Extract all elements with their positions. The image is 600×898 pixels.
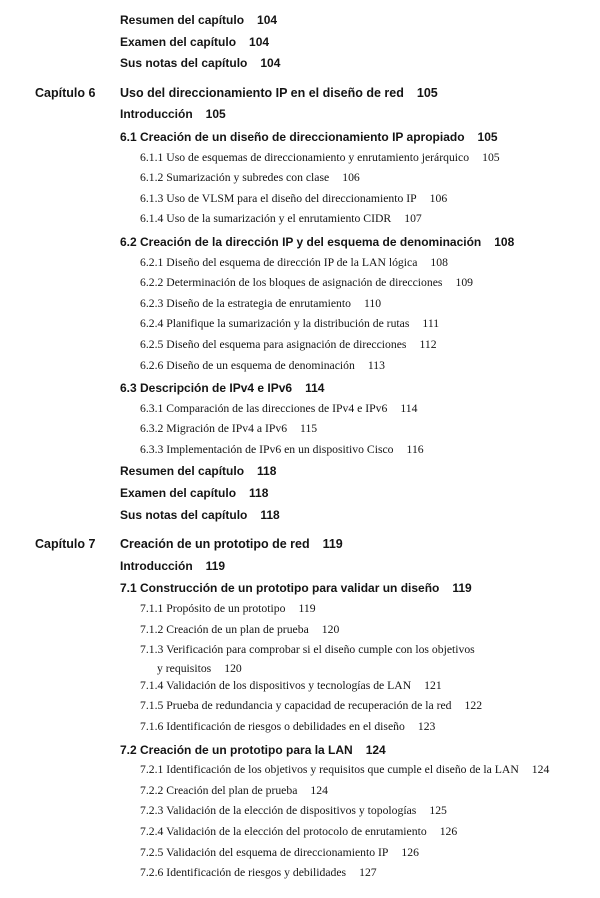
page-number: 124: [310, 783, 328, 797]
entry-title: 7.1.5 Prueba de redundancia y capacidad de recuperación de la red: [140, 699, 452, 713]
toc-entry: [120, 53, 594, 74]
page-number: 104: [257, 13, 278, 27]
toc-entry: [120, 335, 594, 356]
page-number: 110: [363, 296, 382, 310]
entry-title: 7.2.3 Validación de la elección de dispositivos y topologías: [140, 804, 417, 818]
page-number: 115: [300, 422, 318, 436]
toc-entry: [120, 440, 594, 461]
entry-title: 6.2.2 Determinación de los bloques de asignación de direcciones: [140, 276, 443, 290]
entry-title: 6.2.1 Diseño del esquema de dirección IP de la LAN lógica: [140, 255, 418, 269]
entry-title: Creación de un prototipo de red: [120, 537, 310, 552]
toc-entry: [120, 822, 594, 843]
toc-entry: [120, 760, 594, 781]
entry-title: Uso del direccionamiento IP en el diseño de red: [120, 85, 404, 100]
entry-title: 7.2.1 Identificación de los objetivos y requisitos que cumple el diseño de la LAN: [140, 763, 519, 777]
page-number: 109: [455, 276, 474, 290]
entry-title: 6.1 Creación de un diseño de direccionamiento IP apropiado: [120, 129, 465, 144]
page-number: 121: [424, 678, 442, 692]
entry-title: Introducción: [120, 558, 193, 573]
entry-title: 7.2.6 Identificación de riesgos y debilidades: [140, 866, 347, 880]
page-number: 126: [439, 824, 458, 838]
toc-entry: [120, 314, 594, 335]
toc-entry: [120, 640, 594, 676]
chapter-label: Capítulo 6: [35, 85, 96, 100]
page-number: 118: [249, 486, 269, 501]
entry-title: 7.1.4 Validación de los dispositivos y tecnologías de LAN: [140, 678, 412, 692]
toc-entry: [120, 378, 594, 399]
page-number: 124: [531, 763, 550, 777]
page-number: 119: [298, 602, 316, 616]
page-number: 113: [367, 358, 385, 372]
page-number: 112: [419, 337, 437, 351]
page-number: 127: [359, 866, 377, 880]
toc-entry: [120, 10, 594, 31]
page-number: 114: [400, 401, 418, 415]
page-number: 120: [321, 622, 340, 636]
toc-entry: [120, 505, 594, 526]
entry-title: 7.1.3 Verificación para comprobar si el diseño cumple con los objetivos: [140, 643, 475, 657]
page-number: 126: [401, 845, 419, 859]
entry-title: 7.2.5 Validación del esquema de direccionamiento IP: [140, 845, 389, 859]
toc-entry: [120, 32, 594, 53]
toc-entry: [120, 863, 594, 884]
toc-entry: [120, 253, 594, 274]
page-number: 106: [342, 171, 360, 185]
entry-title: Introducción: [120, 107, 193, 122]
page-number: 124: [365, 742, 386, 757]
toc-entry: [120, 209, 594, 230]
toc-entry: [120, 189, 594, 210]
toc-entry: [120, 104, 594, 125]
page-number: 104: [249, 34, 270, 49]
entry-title: 7.2 Creación de un prototipo para la LAN: [120, 742, 353, 757]
entry-title-continued-text: y requisitos: [157, 661, 212, 675]
page-number: 118: [260, 507, 280, 522]
toc-entry: [35, 534, 594, 555]
entry-title: 6.1.4 Uso de la sumarización y el enrutamiento CIDR: [140, 212, 392, 226]
entry-title: 6.2.4 Planifique la sumarización y la distribución de rutas: [140, 317, 410, 331]
page-number: 123: [417, 720, 436, 733]
toc-entry: [120, 578, 594, 599]
toc-entry: [120, 717, 594, 738]
entry-title: 6.3.2 Migración de IPv4 a IPv6: [140, 422, 288, 436]
page-number: 120: [224, 661, 242, 675]
toc-entry: [120, 273, 594, 294]
toc-entry: [120, 801, 594, 822]
toc-entry: [120, 696, 594, 717]
entry-title: Resumen del capítulo: [120, 13, 245, 27]
entry-title-continuation: [140, 661, 594, 676]
entry-title: Examen del capítulo: [120, 486, 237, 501]
toc-list: [35, 10, 594, 884]
toc-entry: [120, 148, 594, 169]
page-number: 125: [429, 804, 447, 818]
toc-entry: [120, 356, 594, 377]
entry-title: Resumen del capítulo: [120, 464, 245, 479]
entry-title: Sus notas del capítulo: [120, 507, 248, 522]
page-number: 108: [430, 255, 448, 269]
entry-title: 6.1.3 Uso de VLSM para el diseño del direccionamiento IP: [140, 191, 417, 205]
toc-entry: [120, 843, 594, 864]
toc-entry: [120, 676, 594, 697]
entry-title: 7.1 Construcción de un prototipo para validar un diseño: [120, 581, 440, 596]
toc-entry: [120, 620, 594, 641]
chapter-label: Capítulo 7: [35, 537, 96, 552]
toc-entry: [120, 599, 594, 620]
entry-title: 6.3 Descripción de IPv4 e IPv6: [120, 381, 293, 396]
toc-entry: [120, 419, 594, 440]
page-number: 104: [260, 56, 281, 71]
page-number: 107: [404, 212, 422, 226]
page-number: 119: [452, 581, 472, 596]
entry-title: 6.3.1 Comparación de las direcciones de IPv4 e IPv6: [140, 401, 388, 415]
page-number: 105: [205, 107, 226, 122]
toc-entry: [120, 127, 594, 148]
toc-entry: [120, 483, 594, 504]
toc-entry: [120, 294, 594, 315]
toc-entry: [35, 83, 594, 104]
page-number: 111: [422, 317, 440, 331]
page-number: 119: [205, 558, 226, 573]
entry-title: 6.1.2 Sumarización y subredes con clase: [140, 171, 330, 185]
entry-title: 7.2.4 Validación de la elección del protocolo de enrutamiento: [140, 824, 427, 838]
entry-title: 6.3.3 Implementación de IPv6 en un dispositivo Cisco: [140, 442, 394, 456]
entry-title: 7.1.6 Identificación de riesgos o debilidades en el diseño: [140, 720, 405, 733]
page-number: 122: [464, 699, 483, 713]
toc-entry: [120, 168, 594, 189]
entry-title: Sus notas del capítulo: [120, 56, 248, 71]
toc-entry: [120, 781, 594, 802]
toc-entry: [120, 461, 594, 482]
toc-entry: [120, 556, 594, 577]
entry-title: Examen del capítulo: [120, 34, 237, 49]
page-number: 114: [305, 381, 325, 396]
entry-title: 7.1.1 Propósito de un prototipo: [140, 602, 286, 616]
entry-title: 7.1.2 Creación de un plan de prueba: [140, 622, 309, 636]
entry-title: 7.2.2 Creación del plan de prueba: [140, 783, 298, 797]
toc-entry: [120, 740, 594, 761]
entry-title: 6.2.5 Diseño del esquema para asignación de direcciones: [140, 337, 407, 351]
page-number: 105: [482, 150, 500, 164]
toc-entry: [120, 399, 594, 420]
page-number: 108: [494, 234, 515, 249]
page-number: 119: [322, 537, 343, 552]
page-number: 105: [477, 129, 498, 144]
page-number: 106: [429, 191, 448, 205]
entry-title: 6.1.1 Uso de esquemas de direccionamiento y enrutamiento jerárquico: [140, 150, 470, 164]
page-number: 116: [406, 442, 424, 456]
entry-title: 6.2.3 Diseño de la estrategia de enrutamiento: [140, 296, 351, 310]
entry-title: 6.2.6 Diseño de un esquema de denominación: [140, 358, 355, 372]
page-number: 118: [257, 464, 277, 479]
toc-entry: [120, 232, 594, 253]
entry-title: 6.2 Creación de la dirección IP y del esquema de denominación: [120, 234, 482, 249]
page-number: 105: [416, 85, 438, 100]
